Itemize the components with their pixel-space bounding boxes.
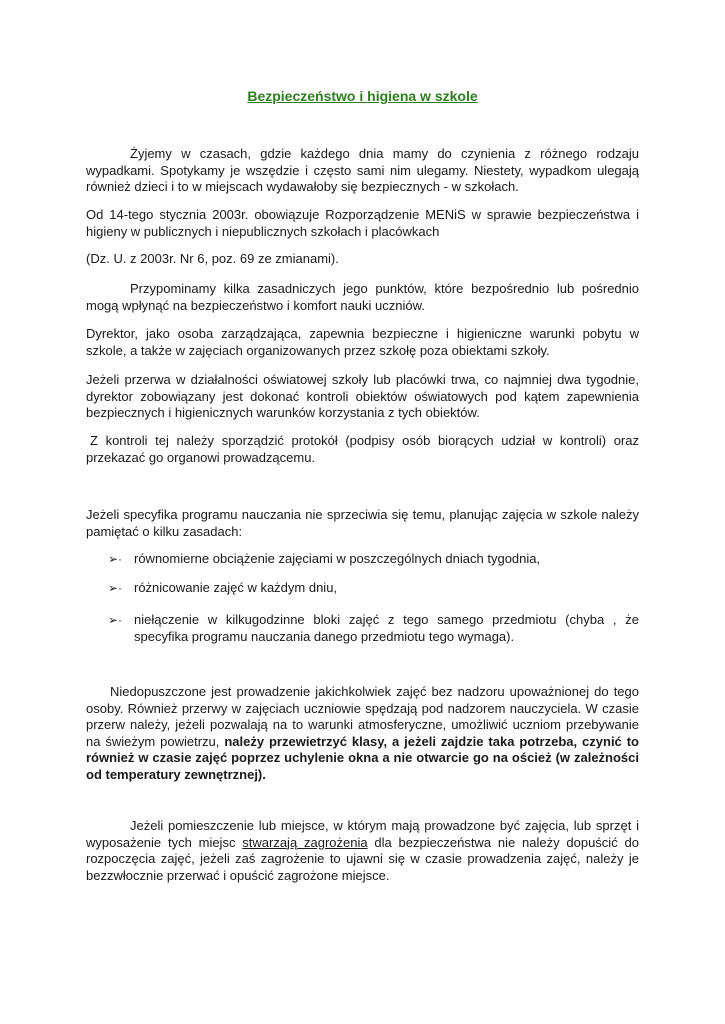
paragraph-supervision <box>86 684 639 783</box>
list-item <box>108 580 639 597</box>
list-item <box>108 551 639 568</box>
paragraph-planning: Jeżeli specyfika programu nauczania nie sprzeciwia się temu, planując zajęcia w szkole należy pamiętać o kilku zasadach: <box>86 507 639 539</box>
supervision-text: Niedopuszczone jest prowadzenie jakichkolwiek zajęć bez nadzoru upoważnionej do tego osoby. Również przerwy w zajęciach uczniowie spędzają pod nadzorem nauczyciela. W czasie przerw należy, jeżeli pozwalają na to warunki atmosferyczne, umożliwić uczniom przebywanie na świeżym powietrzu, <box>86 684 639 749</box>
list-item-text: równomierne obciążenie zajęciami w poszczególnych dniach tygodnia, <box>134 551 541 566</box>
arrow-bullet-icon: ➢· <box>108 581 123 595</box>
supervision-emphasis: należy przewietrzyć klasy, a jeżeli zajdzie taka potrzeba, czynić to również w czasie zajęć poprzez uchylenie okna a nie otwarcie go na oścież (w zależności od temperatury zewnętrznej). <box>86 733 639 782</box>
hazard-text-after: dla bezpieczeństwa nie należy dopuścić do rozpoczęcia zajęć, jeżeli zaś zagrożenie to ujawni się w czasie prowadzenia zajęć, należy je bezzwłocznie przerwać i opuścić zagrożone miejsce. <box>86 834 639 883</box>
paragraph-citation: (Dz. U. z 2003r. Nr 6, poz. 69 ze zmianami). <box>86 251 339 266</box>
list-item-text: niełączenie w kilkugodzinne bloki zajęć z tego samego przedmiotu (chyba , że specyfika programu nauczania danego przedmiotu tego wymaga). <box>134 612 639 644</box>
paragraph-regulation: Od 14-tego stycznia 2003r. obowiązuje Rozporządzenie MENiS w sprawie bezpieczeństwa i higieny w publicznych i niepublicznych szkołach i placówkach <box>86 207 639 239</box>
document-title: Bezpieczeństwo i higiena w szkole <box>247 88 478 104</box>
arrow-bullet-icon: ➢· <box>108 613 123 627</box>
list-item <box>108 612 639 645</box>
paragraph-hazard <box>86 818 639 884</box>
list-item-text: różnicowanie zajęć w każdym dniu, <box>134 580 338 595</box>
hazard-underlined: stwarzają zagrożenia <box>242 834 368 850</box>
paragraph-intro: Żyjemy w czasach, gdzie każdego dnia mamy do czynienia z różnego rodzaju wypadkami. Spotykamy je wszędzie i często sami nim ulegamy. Niestety, wypadkom ulegają również dzieci i to w miejscach wydawałoby się bezpiecznych - w szkołach. <box>86 146 639 194</box>
paragraph-protocol: Z kontroli tej należy sporządzić protokół (podpisy osób biorących udział w kontroli) oraz przekazać go organowi prowadzącemu. <box>86 433 639 465</box>
paragraph-break-inspection: Jeżeli przerwa w działalności oświatowej szkoły lub placówki trwa, co najmniej dwa tygodnie, dyrektor zobowiązany jest dokonać kontroli obiektów oświatowych pod kątem zapewnienia bezpiecznych i higienicznych warunków korzystania z tych obiektów. <box>86 372 639 420</box>
paragraph-director: Dyrektor, jako osoba zarządzająca, zapewnia bezpieczne i higieniczne warunki pobytu w szkole, a także w zajęciach organizowanych przez szkołę poza obiektami szkoły. <box>86 326 639 358</box>
arrow-bullet-icon: ➢· <box>108 552 123 566</box>
paragraph-reminder: Przypominamy kilka zasadniczych jego punktów, które bezpośrednio lub pośrednio mogą wpłynąć na bezpieczeństwo i komfort nauki uczniów. <box>86 281 639 313</box>
hazard-text-before: Jeżeli pomieszczenie lub miejsce, w którym mają prowadzone być zajęcia, lub sprzęt i wyposażenie tych miejsc <box>86 818 639 850</box>
